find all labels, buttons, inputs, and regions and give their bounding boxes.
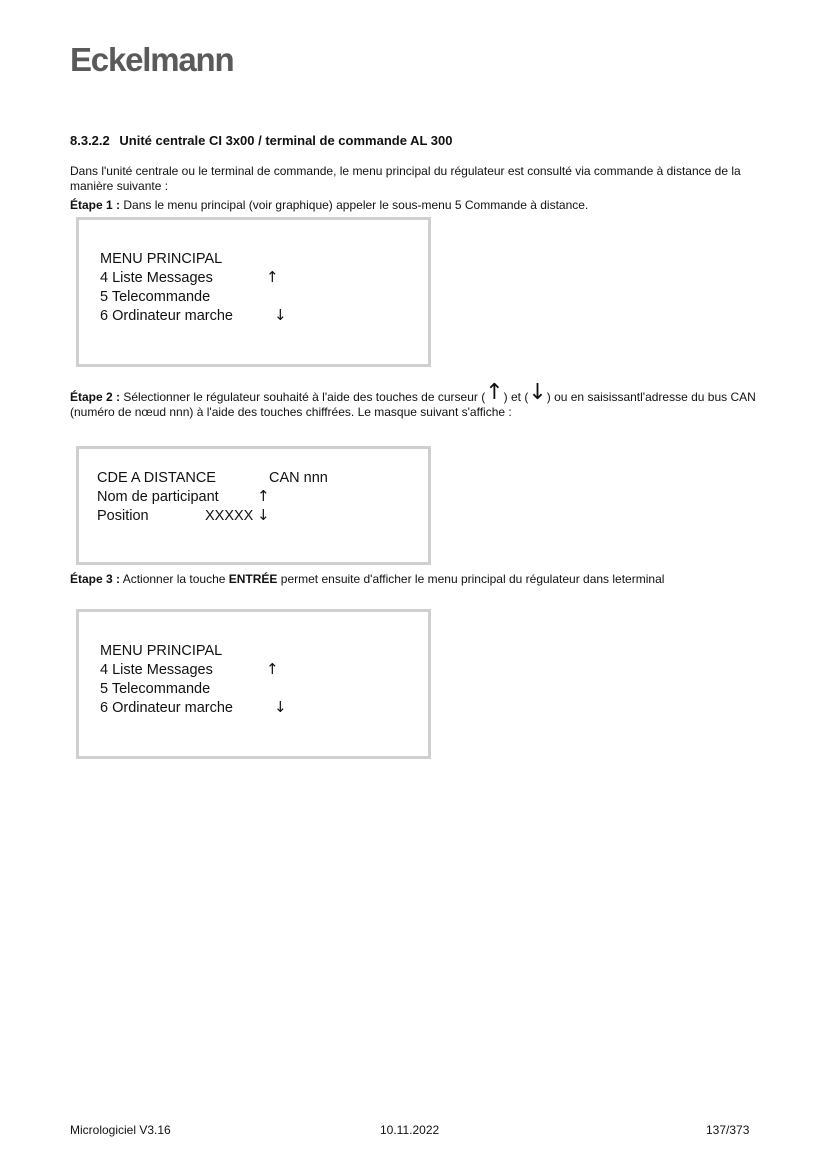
arrow-up-icon: ↑ bbox=[266, 660, 279, 678]
arrow-down-icon: ↓ bbox=[528, 380, 547, 405]
step3-label: Étape 3 : bbox=[70, 572, 121, 586]
screen3-item-telecommande: 5 Telecommande bbox=[100, 681, 211, 697]
arrow-down-icon: ↓ bbox=[274, 306, 287, 324]
footer-page-number: 137/373 bbox=[706, 1123, 750, 1137]
arrow-up-icon: ↑ bbox=[257, 487, 270, 505]
step2-paragraph bbox=[70, 380, 760, 420]
footer-date: 10.11.2022 bbox=[380, 1123, 440, 1137]
arrow-down-icon: ↓ bbox=[257, 506, 270, 524]
arrow-up-icon: ↑ bbox=[266, 268, 279, 286]
step3-text-b: permet ensuite d'afficher le menu principal du régulateur dans leterminal bbox=[277, 572, 665, 586]
intro-paragraph: Dans l'unité centrale ou le terminal de commande, le menu principal du régulateur est consulté via commande à distance de la manière suivante : bbox=[70, 164, 741, 193]
screen2-position-value: XXXXX bbox=[205, 508, 254, 524]
step3-text-a: Actionner la touche bbox=[120, 572, 229, 586]
screen2-title: CDE A DISTANCE bbox=[97, 470, 216, 486]
step1-text: Dans le menu principal (voir graphique) appeler le sous-menu 5 Commande à distance. bbox=[120, 198, 589, 212]
section-title: Unité centrale CI 3x00 / terminal de commande AL 300 bbox=[119, 133, 453, 148]
section-number: 8.3.2.2 bbox=[70, 133, 110, 148]
screen1-item-ordinateur: 6 Ordinateur marche bbox=[100, 308, 233, 324]
step1-paragraph bbox=[70, 198, 760, 213]
screen3-item-messages: 4 Liste Messages bbox=[100, 662, 213, 678]
terminal-screen-remote-control bbox=[76, 446, 431, 565]
screen3-title: MENU PRINCIPAL bbox=[100, 643, 223, 659]
step1-label: Étape 1 : bbox=[70, 198, 121, 212]
screen1-title: MENU PRINCIPAL bbox=[100, 251, 223, 267]
terminal-screen-main-menu-2 bbox=[76, 609, 431, 759]
terminal-screen-main-menu bbox=[76, 217, 431, 367]
step2-label: Étape 2 : bbox=[70, 390, 121, 404]
screen3-item-ordinateur: 6 Ordinateur marche bbox=[100, 700, 233, 716]
step3-paragraph bbox=[70, 572, 760, 587]
screen2-position-label: Position bbox=[97, 508, 149, 524]
step2-text-a: Sélectionner le régulateur souhaité à l'aide des touches de curseur ( bbox=[120, 390, 486, 404]
screen1-item-telecommande: 5 Telecommande bbox=[100, 289, 211, 305]
step3-key: ENTRÉE bbox=[228, 572, 278, 586]
step2-text-b: ) et ( bbox=[503, 390, 529, 404]
brand-logo: Eckelmann bbox=[70, 41, 234, 78]
screen2-participant: Nom de participant bbox=[97, 489, 219, 505]
screen2-can-address: CAN nnn bbox=[269, 470, 328, 486]
step2-text-c: ) ou en saisissantl'adresse du bus CAN (numéro de nœud nnn) à l'aide des touches chiffrées. Le masque suivant s'affiche : bbox=[70, 390, 756, 419]
arrow-down-icon: ↓ bbox=[274, 698, 287, 716]
arrow-up-icon: ↑ bbox=[485, 380, 504, 405]
footer-firmware-version: Micrologiciel V3.16 bbox=[70, 1123, 171, 1137]
screen1-item-messages: 4 Liste Messages bbox=[100, 270, 213, 286]
section-heading bbox=[70, 133, 452, 148]
